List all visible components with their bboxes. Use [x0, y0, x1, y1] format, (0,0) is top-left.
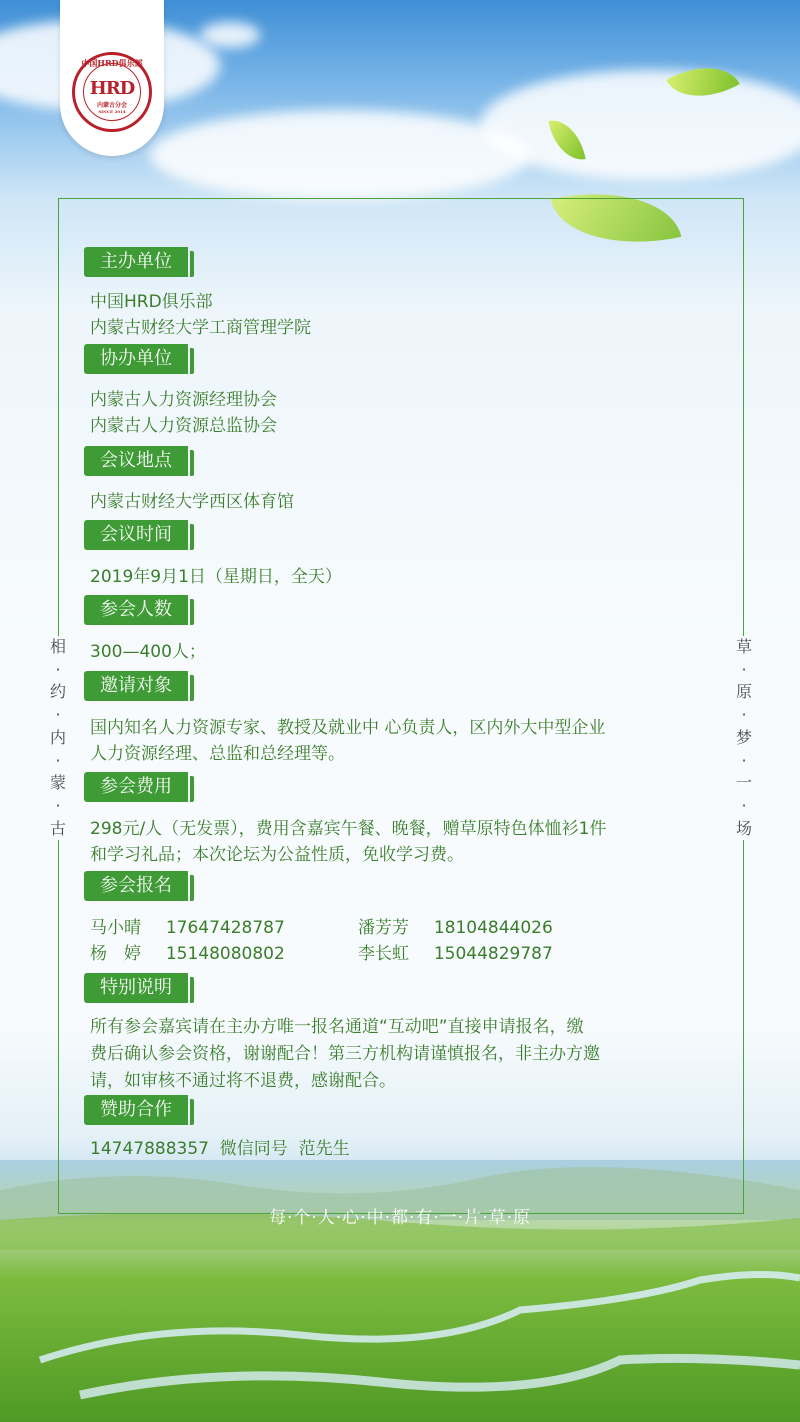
venue-line: 内蒙古财经大学西区体育馆	[90, 492, 294, 512]
side-slogan-left: 相 · 约 · 内 · 蒙 · 古	[46, 636, 70, 840]
co-organizer-line: 内蒙古人力资源总监协会	[90, 416, 277, 436]
logo-tab	[60, 0, 164, 156]
contact-3	[90, 939, 285, 964]
contact-phone: 18104844026	[433, 918, 553, 938]
section-invitees	[84, 671, 188, 701]
fee-line: 298元/人（无发票），费用含嘉宾午餐、晚餐，赠草原特色体恤衫1件	[90, 819, 607, 839]
section-title: 参会人数	[84, 595, 188, 625]
co-organizer-line: 内蒙古人力资源经理协会	[90, 390, 277, 410]
contact-phone: 15044829787	[433, 944, 553, 964]
contact-phone: 15148080802	[165, 944, 285, 964]
logo-branch: 内蒙古分会	[96, 102, 127, 109]
section-title: 邀请对象	[84, 671, 188, 701]
section-organizer	[84, 247, 188, 277]
section-attendance	[84, 595, 188, 625]
cloud	[480, 70, 800, 180]
section-time	[84, 520, 188, 550]
section-title: 特别说明	[84, 973, 188, 1003]
notes-line: 请，如审核不通过将不退费，感谢配合。	[90, 1071, 396, 1091]
section-title: 会议时间	[84, 520, 188, 550]
section-title: 协办单位	[84, 344, 188, 374]
club-logo	[72, 52, 152, 132]
bottom-slogan: 每·个·人·心·中·都·有·一·片·草·原	[268, 1208, 532, 1228]
notes-line: 费后确认参会资格，谢谢配合！第三方机构请谨慎报名，非主办方邀	[90, 1044, 600, 1064]
section-title: 参会费用	[84, 772, 188, 802]
section-co-organizer	[84, 344, 188, 374]
logo-since: SINCE 2014	[98, 109, 126, 114]
section-title: 参会报名	[84, 871, 188, 901]
organizer-line: 中国HRD俱乐部	[90, 292, 213, 312]
contact-phone: 17647428787	[165, 918, 285, 938]
contact-1	[90, 913, 285, 938]
time-line: 2019年9月1日（星期日，全天）	[90, 567, 342, 587]
section-sponsor	[84, 1095, 188, 1125]
side-slogan-right: 草 · 原 · 梦 · 一 · 场	[732, 636, 756, 840]
sponsor-line: 14747888357 微信同号 范先生	[90, 1139, 350, 1159]
logo-inner-ring	[83, 63, 141, 121]
invitees-line: 国内知名人力资源专家、教授及就业中 心负责人，区内外大中型企业	[90, 718, 606, 738]
cloud	[150, 110, 530, 200]
notes-line: 所有参会嘉宾请在主办方唯一报名通道“互动吧”直接申请报名，缴	[90, 1017, 584, 1037]
contact-name: 李长虹	[358, 944, 409, 964]
organizer-line: 内蒙古财经大学工商管理学院	[90, 318, 311, 338]
section-title: 会议地点	[84, 446, 188, 476]
cloud	[200, 22, 260, 48]
section-notes	[84, 973, 188, 1003]
section-fee	[84, 772, 188, 802]
contact-name: 杨 婷	[90, 944, 141, 964]
fee-line: 和学习礼品；本次论坛为公益性质，免收学习费。	[90, 845, 464, 865]
section-title: 主办单位	[84, 247, 188, 277]
invitees-line: 人力资源经理、总监和总经理等。	[90, 744, 345, 764]
logo-arc-text: 中国HRD俱乐部	[81, 58, 143, 68]
section-venue	[84, 446, 188, 476]
logo-mark: HRD	[89, 78, 135, 99]
contact-2	[358, 913, 553, 938]
section-registration	[84, 871, 188, 901]
attendance-line: 300—400人；	[90, 642, 206, 662]
contact-name: 潘芳芳	[358, 918, 409, 938]
section-title: 赞助合作	[84, 1095, 188, 1125]
contact-4	[358, 939, 553, 964]
contact-name: 马小晴	[90, 918, 141, 938]
